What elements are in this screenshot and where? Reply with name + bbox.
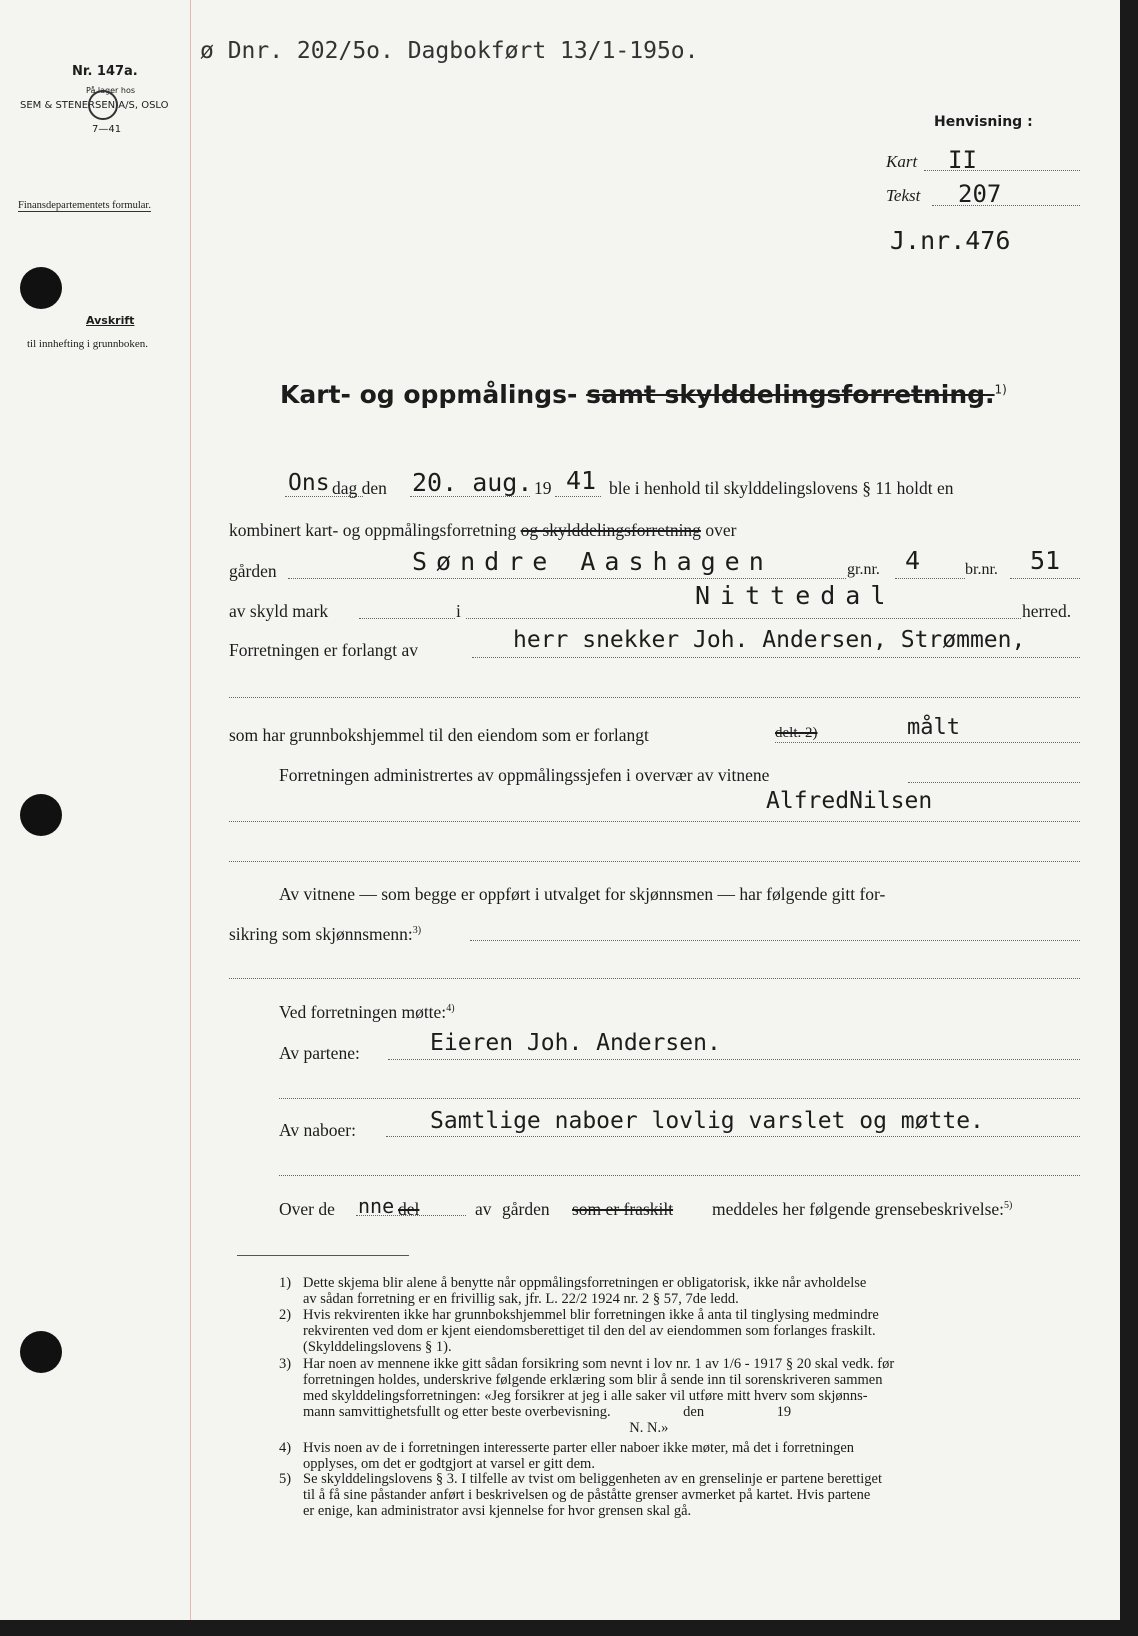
record-text-1: ble i henhold til skylddelingslovens § 11 holdt en: [609, 478, 954, 498]
i-label: i: [456, 601, 461, 621]
footnote-number: 4): [279, 1440, 292, 1456]
punch-hole-middle: [20, 794, 62, 836]
avskrift-note: til innhefting i grunnboken.: [27, 338, 148, 350]
partene-value: Eieren Joh. Andersen.: [430, 1030, 721, 1056]
form-number: Nr. 147a.: [72, 64, 138, 79]
footnote-line: til å få sine påstander anført i beskrivelsen og de påståtte grenser avmerket på kartet. Hvis partene: [303, 1487, 871, 1503]
partene-line: [388, 1059, 1080, 1060]
day-value: Ons: [288, 470, 330, 496]
forlangt-line: [472, 657, 1080, 658]
footnote-number: 5): [279, 1471, 292, 1487]
skyld-label: av skyld mark: [229, 601, 329, 621]
mote-footnote-ref: 4): [446, 1003, 455, 1015]
publisher-line-1: På lager hos: [86, 86, 135, 95]
issuer-label: Finansdepartementets formular.: [18, 200, 151, 211]
margin-line: [190, 0, 191, 1620]
garden-label: gården: [229, 561, 277, 581]
vitne-text-2-main: sikring som skjønnsmenn:: [229, 924, 413, 944]
footnote-line: N. N.»: [303, 1420, 669, 1436]
tekst-value: 207: [958, 180, 1002, 208]
form-edition: 7—41: [92, 124, 122, 135]
brnr-line: [1010, 578, 1080, 579]
journal-number: J.nr.476: [890, 226, 1011, 255]
publisher-logo-icon: [88, 90, 118, 120]
forlangt-value: herr snekker Joh. Andersen, Strømmen,: [513, 627, 1026, 653]
forlangt-label: Forretningen er forlangt av: [229, 640, 419, 660]
blank-line-2: [229, 861, 1080, 862]
footnote-line: Dette skjema blir alene å benytte når oppmålingsforretningen er obligatorisk, ikke når avholdelse: [303, 1275, 867, 1291]
footnote-line: Har noen av mennene ikke gitt sådan forsikring som nevnt i lov nr. 1 av 1/6 - 1917 § 20 skal vedk. før: [303, 1356, 895, 1372]
herred-line: [466, 618, 1021, 619]
mote-text-main: Ved forretningen møtte:: [279, 1002, 447, 1022]
record-text-2-end: over: [705, 520, 737, 540]
blank-line-4: [279, 1098, 1080, 1099]
over-de-label: Over de: [279, 1199, 335, 1219]
record-text-2: [229, 520, 736, 541]
footnote-line: Hvis noen av de i forretningen interesserte parter eller naboer ikke møter, må det i forretningen: [303, 1440, 855, 1456]
title-part-1: Kart- og oppmålings-: [280, 380, 578, 409]
blank-line-5: [279, 1175, 1080, 1176]
naboer-value: Samtlige naboer lovlig varslet og møtte.: [430, 1108, 984, 1134]
vitne-text-1: Av vitnene — som begge er oppført i utvalget for skjønnsmen — har følgende gitt for-: [279, 884, 886, 904]
kart-value: II: [948, 146, 977, 174]
naboer-label: Av naboer:: [279, 1120, 356, 1140]
grunnbok-text: som har grunnbokshjemmel til den eiendom som er forlangt: [229, 725, 649, 745]
garden2-label: gården: [502, 1199, 550, 1219]
meddeles-main: meddeles her følgende grensebeskrivelse:: [712, 1199, 1005, 1219]
admin-text: Forretningen administrertes av oppmålingssjefen i overvær av vitnene: [279, 765, 770, 785]
tekst-label: Tekst: [886, 186, 921, 205]
herred-label: herred.: [1022, 601, 1072, 621]
vitne-line: [470, 940, 1080, 941]
reference-heading: Henvisning :: [934, 114, 1033, 130]
vitne-text-2: [229, 924, 421, 945]
vitne-footnote-ref: 3): [412, 925, 422, 937]
footnote-line: forretningen holdes, underskrive følgende erklæring som blir å sende inn til sorenskriveren sammen: [303, 1372, 883, 1388]
footnote-number: 2): [279, 1307, 292, 1323]
blank-line-3: [229, 978, 1080, 979]
herred-value: Nittedal: [695, 581, 896, 610]
meddeles-footnote-ref: 5): [1004, 1200, 1013, 1212]
footnote-line: mann samvittighetsfullt og etter beste overbevisning. den 19: [303, 1404, 792, 1420]
footnote-line: med skylddelingsforretningen: «Jeg forsikrer at jeg i alle saker vil utføre mitt hverv som skjønns-: [303, 1388, 868, 1404]
witness-value: AlfredNilsen: [766, 788, 933, 814]
grunnbok-struck: delt. 2): [775, 725, 818, 741]
date-value: 20. aug.: [412, 468, 533, 497]
avskrift-label: Avskrift: [86, 314, 135, 327]
grnr-value: 4: [905, 546, 921, 575]
footnote-line: rekvirenten ved dom er kjent eiendomsberettiget til den del av eiendommen som forlanges fraskilt.: [303, 1323, 876, 1339]
punch-hole-bottom: [20, 1331, 62, 1373]
year-prefix: 19: [534, 478, 552, 498]
av-label: av: [475, 1199, 492, 1219]
nne-value: nne: [358, 1194, 395, 1218]
mote-text: [279, 1002, 455, 1023]
naboer-line: [386, 1136, 1080, 1137]
garden2-struck: som er fraskilt: [572, 1199, 674, 1219]
grnr-label: gr.nr.: [847, 561, 880, 578]
grunnbok-value: målt: [907, 715, 960, 740]
title-footnote-ref: 1): [994, 382, 1007, 397]
record-text-2-struck: og skylddelingsforretning: [520, 520, 701, 540]
footnote-number: 3): [279, 1356, 292, 1372]
footnote-line: opplyses, om det er godtgjort at varsel er gitt dem.: [303, 1456, 595, 1472]
kart-label: Kart: [886, 152, 918, 171]
year-value: 41: [566, 466, 597, 495]
partene-label: Av partene:: [279, 1043, 360, 1063]
record-text-2-main: kombinert kart- og oppmålingsforretning: [229, 520, 517, 540]
del-struck: del: [398, 1199, 420, 1219]
footnote-divider: [237, 1255, 409, 1256]
footnote-line: (Skylddelingslovens § 1).: [303, 1339, 452, 1355]
grunnbok-line: [775, 742, 1080, 743]
punch-hole-top: [20, 267, 62, 309]
skyld-line: [359, 618, 455, 619]
garden-value: Søndre Aashagen: [412, 547, 773, 576]
journal-stamp: ø Dnr. 202/5o. Dagbokført 13/1-195o.: [200, 38, 699, 64]
day-suffix: dag den: [332, 478, 387, 498]
footnote-line: av sådan forretning er en frivillig sak, jfr. L. 22/2 1924 nr. 2 § 57, 7de ledd.: [303, 1291, 739, 1307]
admin-line: [908, 782, 1080, 783]
grnr-line: [895, 578, 965, 579]
tekst-line: [932, 205, 1080, 206]
blank-line-1: [229, 697, 1080, 698]
publisher-line-2: SEM & STENERSEN A/S, OSLO: [20, 100, 169, 111]
witness-line: [229, 821, 1080, 822]
document-title: [280, 380, 1007, 409]
footnote-number: 1): [279, 1275, 292, 1291]
title-part-2-struck: samt skylddelingsforretning.: [586, 380, 995, 409]
meddeles-text: [712, 1199, 1012, 1220]
year-line: [555, 496, 601, 497]
footnote-line: er enige, kan administrator avsi kjennelse for hvor grensen skal gå.: [303, 1503, 692, 1519]
brnr-value: 51: [1030, 546, 1061, 575]
footnote-line: Hvis rekvirenten ikke har grunnbokshjemmel blir forretningen ikke å anta til tinglysing medmindre: [303, 1307, 879, 1323]
brnr-label: br.nr.: [965, 561, 998, 578]
footnote-line: Se skylddelingslovens § 3. I tilfelle av tvist om beliggenheten av en grenselinje er partene berettiget: [303, 1471, 883, 1487]
garden-line: [288, 578, 846, 579]
